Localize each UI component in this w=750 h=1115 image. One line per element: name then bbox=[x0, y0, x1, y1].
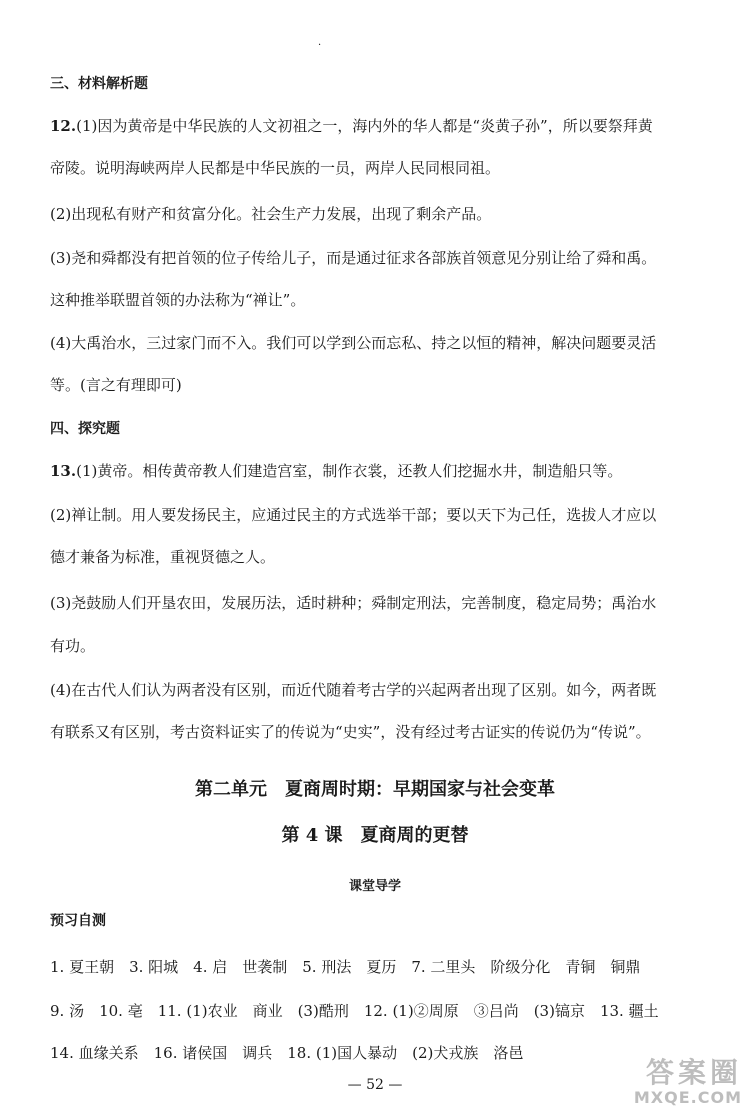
watermark-en: MXQE.COM bbox=[633, 1088, 742, 1107]
q13-part2-line2: 德才兼备为标准，重视贤德之人。 bbox=[50, 548, 276, 566]
q13-part4-line1: (4)在古代人们认为两者没有区别，而近代随着考古学的兴起两者出现了区别。如今，两者既 bbox=[50, 681, 657, 699]
page-number: — 52 — bbox=[347, 1077, 403, 1093]
q13-part4-line2: 有联系又有区别，考古资料证实了的传说为“史实”，没有经过考古证实的传说仍为“传说”。 bbox=[50, 723, 651, 741]
q13-part3-line2: 有功。 bbox=[50, 637, 96, 655]
section-label: 课堂导学 bbox=[348, 879, 401, 894]
preview-title: 预习自测 bbox=[50, 913, 106, 929]
q13-part2-line1: (2)禅让制。用人要发扬民主，应通过民主的方式选举干部；要以天下为己任，选拔人才应以 bbox=[50, 506, 657, 524]
q13-part1-text: (1)黄帝。相传黄帝教人们建造宫室，制作衣裳，还教人们挖掘水井，制造船只等。 bbox=[76, 462, 623, 480]
q12-part1-line1 bbox=[50, 117, 700, 135]
q13-part3-line1: (3)尧鼓励人们开垦农田，发展历法，适时耕种；舜制定刑法，完善制度，稳定局势；禹治水 bbox=[50, 594, 657, 612]
q12-number: 12. bbox=[50, 117, 77, 135]
lesson-title: 第 4 课 夏商周的更替 bbox=[281, 825, 469, 846]
q12-part3-line2: 这种推举联盟首领的办法称为“禅让”。 bbox=[50, 291, 306, 309]
preview-line-1: 1. 夏王朝 3. 阳城 4. 启 世袭制 5. 刑法 夏历 7. 二里头 阶级分化 青铜 铜鼎 bbox=[50, 958, 641, 976]
q12-part4-line1: (4)大禹治水，三过家门而不入。我们可以学到公而忘私、持之以恒的精神，解决问题要灵活 bbox=[50, 334, 657, 352]
section-title-materials: 三、材料解析题 bbox=[50, 76, 148, 92]
watermark-cn: 答案圈 bbox=[645, 1056, 742, 1089]
q13-number: 13. bbox=[50, 462, 77, 480]
header-mark: · bbox=[318, 40, 322, 51]
preview-line-2: 9. 汤 10. 亳 11. (1)农业 商业 (3)酷刑 12. (1)②周原 ③吕尚 (3)镐京 13. 疆土 bbox=[50, 1002, 659, 1020]
q12-part3-line1: (3)尧和舜都没有把首领的位子传给儿子，而是通过征求各部族首领意见分别让给了舜和禹。 bbox=[50, 249, 657, 267]
q13-part1 bbox=[50, 462, 700, 480]
watermark bbox=[634, 1058, 742, 1107]
unit-title: 第二单元 夏商周时期：早期国家与社会变革 bbox=[195, 779, 555, 800]
section-title-inquiry: 四、探究题 bbox=[50, 421, 120, 437]
q12-part1-text: (1)因为黄帝是中华民族的人文初祖之一，海内外的华人都是“炎黄子孙”，所以要祭拜黄 bbox=[76, 117, 653, 135]
q12-part2: (2)出现私有财产和贫富分化。社会生产力发展，出现了剩余产品。 bbox=[50, 205, 492, 223]
q12-part1-line2: 帝陵。说明海峡两岸人民都是中华民族的一员，两岸人民同根同祖。 bbox=[50, 159, 501, 177]
preview-line-3: 14. 血缘关系 16. 诸侯国 调兵 18. (1)国人暴动 (2)犬戎族 洛邑 bbox=[50, 1044, 524, 1062]
q12-part4-line2: 等。(言之有理即可) bbox=[50, 376, 182, 394]
